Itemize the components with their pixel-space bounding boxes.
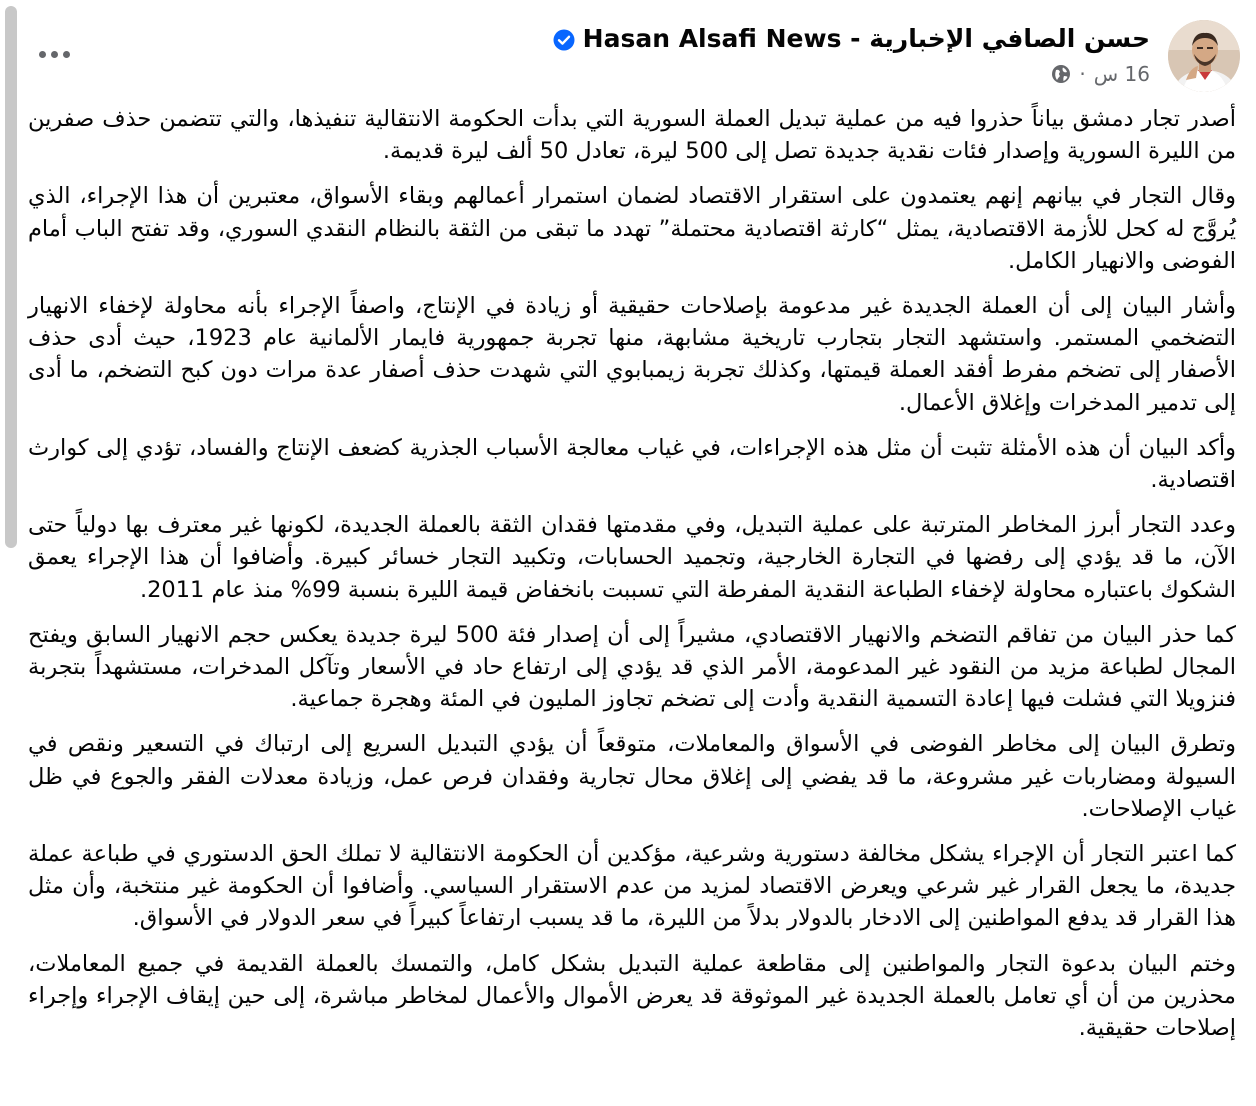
more-horizontal-icon xyxy=(51,51,58,58)
post-paragraph: كما حذر البيان من تفاقم التضخم والانهيار الاقتصادي، مشيراً إلى أن إصدار فئة 500 ليرة جديدة يعكس حجم الانهيار السابق ويفتح المجال لطباعة مزيد من النقود غير المدعومة، الأمر الذي قد يؤدي إلى ارتفاع حاد في الأسعار وتآكل المدخرات، مستشهداً بتجربة فنزويلا التي فشلت فيها إعادة التسمية النقدية وأدت إلى تضخم تجاوز المليون في المئة وهجرة جماعية. xyxy=(28,621,1236,713)
scrollbar-track[interactable] xyxy=(0,0,20,1106)
post-body xyxy=(28,103,1236,1057)
more-horizontal-icon xyxy=(63,51,70,58)
post-paragraph: وتطرق البيان إلى مخاطر الفوضى في الأسواق والمعاملات، متوقعاً أن يؤدي التبديل السريع إلى ارتباك في التسعير ونقص في السيولة ومضاربات غير مشروعة، ما قد يفضي إلى إغلاق محال تجارية وفقدان فرص عمل، وزيادة معدلات الفقر والجوع في ظل غياب الإصلاحات. xyxy=(28,731,1236,822)
post-meta xyxy=(1051,62,1150,86)
author-name[interactable]: حسن الصافي الإخبارية - Hasan Alsafi News xyxy=(582,24,1150,53)
post-paragraph: وعدد التجار أبرز المخاطر المترتبة على عملية التبديل، وفي مقدمتها فقدان الثقة بالعملة الجديدة، لكونها غير معترف بها دولياً حتى الآن، ما قد يؤدي إلى رفضها في التجارة الخارجية، وتجميد الحسابات، وتكبيد التجار خسائر كبيرة. وأضافوا أن هذا الإجراء يعمق الشكوك باعتباره محاولة لإخفاء الطباعة النقدية المفرطة التي تسببت بانخفاض قيمة الليرة بنسبة 99% منذ عام 2011. xyxy=(28,512,1236,603)
scrollbar-thumb[interactable] xyxy=(5,6,17,548)
post-paragraph: وأكد البيان أن هذه الأمثلة تثبت أن مثل هذه الإجراءات، في غياب معالجة الأسباب الجذرية كضعف الإنتاج والفساد، تؤدي إلى كوارث اقتصادية. xyxy=(28,434,1236,494)
post xyxy=(22,0,1240,1106)
post-paragraph: كما اعتبر التجار أن الإجراء يشكل مخالفة دستورية وشرعية، مؤكدين أن الحكومة الانتقالية لا تملك الحق الدستوري في طباعة عملة جديدة، ما يجعل القرار غير شرعي ويعرض الاقتصاد لمزيد من عدم الاستقرار السياسي. وأضافوا أن الحكومة غير منتخبة، وأن مثل هذا القرار قد يدفع المواطنين إلى الادخار بالدولار بدلاً من الليرة، ما قد يسبب ارتفاعاً كبيراً في سعر الدولار في الأسواق. xyxy=(28,841,1236,932)
post-time[interactable]: 16 س xyxy=(1093,62,1150,86)
post-paragraph: وختم البيان بدعوة التجار والمواطنين إلى مقاطعة عملية التبديل بشكل كامل، والتمسك بالعملة القديمة في جميع المعاملات، محذرين من أن أي تعامل بالعملة الجديدة غير الموثوقة قد يعرض الأموال والأعمال لمخاطر مباشرة، إلى حين إيقاف الإجراء وإجراء إصلاحات حقيقية. xyxy=(28,950,1236,1042)
post-paragraph: أصدر تجار دمشق بياناً حذروا فيه من عملية تبديل العملة السورية التي بدأت الحكومة الانتقالية تنفيذها، والتي تتضمن حذف صفرين من الليرة السورية وإصدار فئات نقدية جديدة تصل إلى 500 ليرة، تعادل 50 ألف ليرة قديمة. xyxy=(28,106,1236,165)
post-paragraph: وأشار البيان إلى أن العملة الجديدة غير مدعومة بإصلاحات حقيقية أو زيادة في الإنتاج، واصفاً الإجراء بأنه محاولة لإخفاء الانهيار التضخمي المستمر. واستشهد التجار بتجارب تاريخية مشابهة، منها تجربة جمهورية فايمار الألمانية عام 1923، حيث أدى حذف الأصفار إلى تضخم مفرط أفقد العملة قيمتها، وكذلك تجربة زيمبابوي التي شهدت حذف أصفار عدة مرات دون كبح التضخم، ما أدى إلى تدمير المدخرات وإغلاق الأعمال. xyxy=(28,293,1237,416)
globe-icon[interactable] xyxy=(1051,64,1071,84)
post-header xyxy=(22,20,1240,92)
profile-photo xyxy=(1168,20,1240,92)
avatar[interactable] xyxy=(1168,20,1240,92)
post-paragraph: وقال التجار في بيانهم إنهم يعتمدون على استقرار الاقتصاد لضمان استمرار أعمالهم وبقاء الأسواق، معتبرين أن هذا الإجراء، الذي يُروَّج له كحل للأزمة الاقتصادية، يمثل “كارثة اقتصادية محتملة” تهدد ما تبقى من الثقة بالنظام النقدي السوري، وقد تفتح الباب أمام الفوضى والانهيار الكامل. xyxy=(28,183,1236,274)
verified-badge-icon xyxy=(553,28,575,50)
more-horizontal-icon xyxy=(39,51,46,58)
author xyxy=(553,24,1150,53)
meta-separator: · xyxy=(1079,62,1086,86)
more-options-button[interactable] xyxy=(32,38,76,70)
